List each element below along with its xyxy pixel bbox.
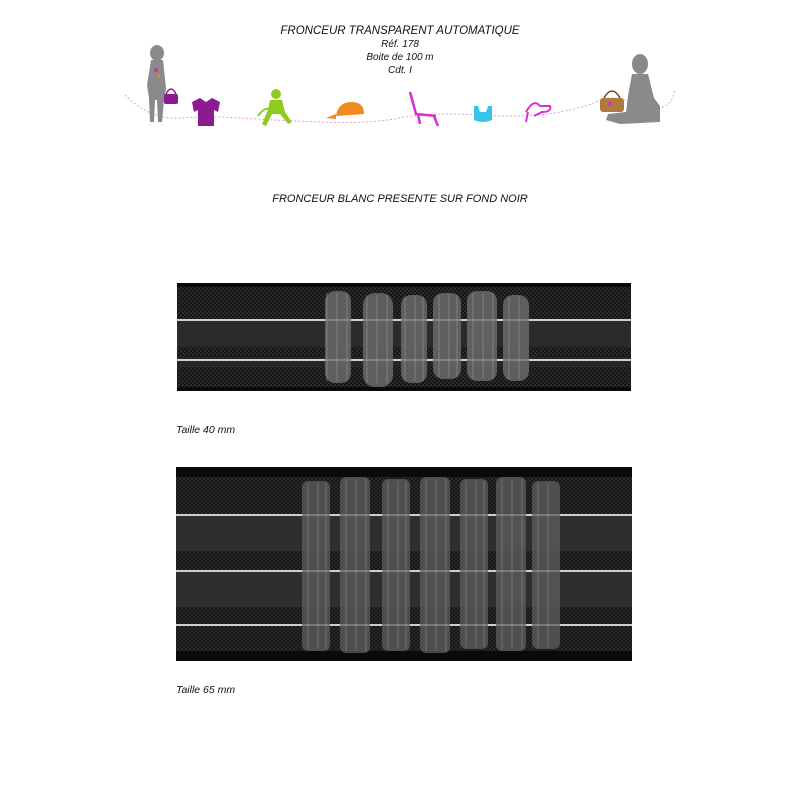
woman-sitting-silhouette-icon — [606, 54, 660, 124]
tank-top-icon — [474, 106, 492, 122]
woman-standing-silhouette-icon — [147, 45, 166, 122]
fashion-banner — [120, 40, 680, 135]
caption-40mm: Taille 40 mm — [176, 424, 236, 436]
box-size: Boite de 100 m — [366, 52, 434, 63]
jacket-icon — [192, 98, 220, 126]
reference-number: Réf. 178 — [381, 39, 419, 50]
caption-65mm: Taille 65 mm — [176, 684, 236, 696]
handbag-icon — [164, 89, 178, 104]
basket-bag-icon — [600, 91, 624, 112]
chair-icon — [410, 92, 438, 126]
tape-65mm-image — [176, 467, 632, 661]
presentation-subtitle: FRONCEUR BLANC PRESENTE SUR FOND NOIR — [272, 193, 528, 205]
packaging-condition: Cdt. I — [388, 65, 412, 76]
cap-icon — [326, 102, 364, 119]
product-title: FRONCEUR TRANSPARENT AUTOMATIQUE — [280, 25, 520, 37]
high-heel-shoe-icon — [526, 103, 550, 122]
tape-40mm-image — [177, 283, 631, 391]
